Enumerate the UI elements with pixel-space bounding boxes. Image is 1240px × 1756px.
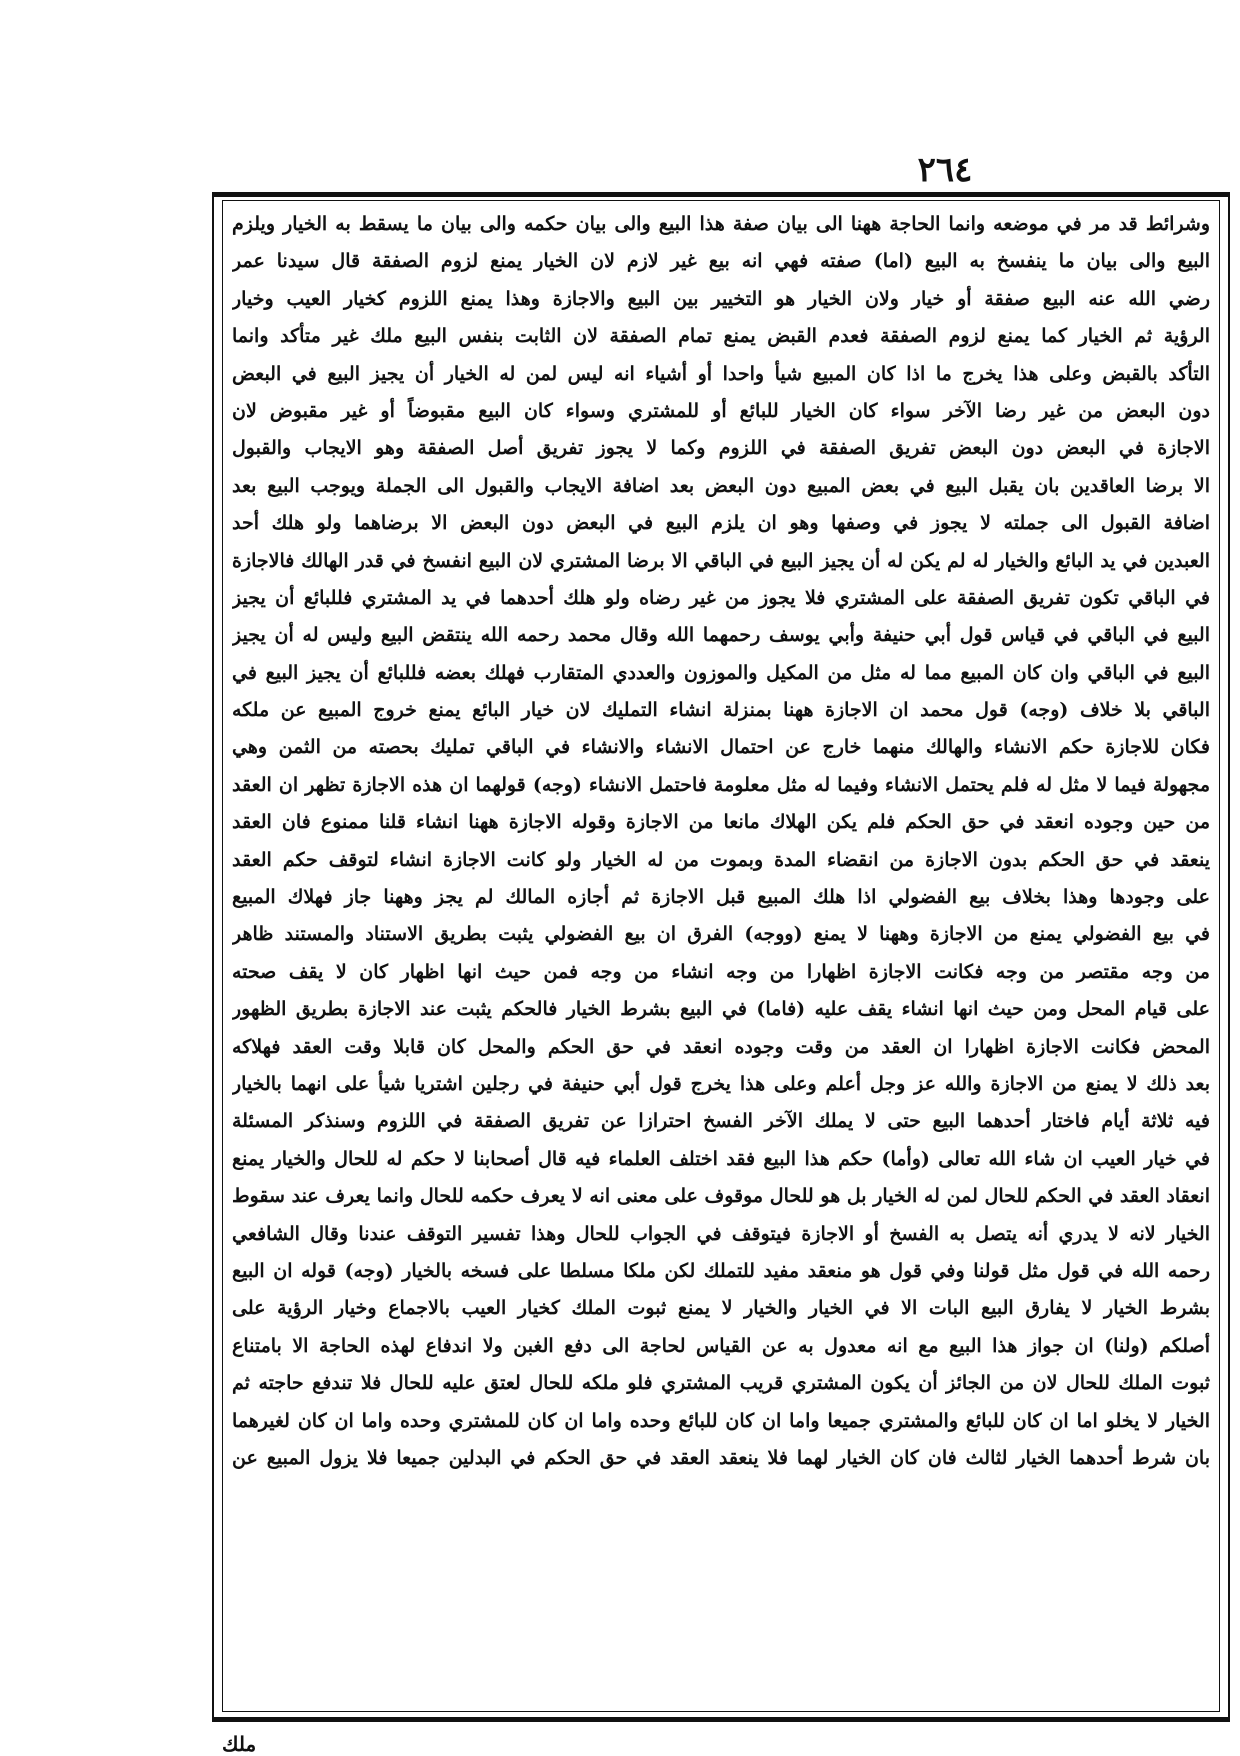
text-block (232, 206, 1210, 1706)
page-number: ٢٦٤ (917, 150, 973, 190)
text-line: فكان للاجازة حكم الانشاء والهالك منهما خارج عن احتمال الانشاء والانشاء في الباقي تمليك بحصته من الثمن وهي (232, 736, 1210, 759)
text-line: الخيار لانه لا يدري أنه يتصل به الفسخ أو الاجازة فيتوقف في الجواب للحال وهذا تفسير التوقف عندنا وقال الشافعي (232, 1222, 1210, 1245)
catchword: ملك (222, 1732, 257, 1756)
text-line: مجهولة فيما لا مثل له فلم يحتمل الانشاء وفيما له مثل معلومة فاحتمل الانشاء (وجه) قولهما ان هذه الاجازة تظهر ان العقد (232, 773, 1210, 796)
text-line: اضافة القبول الى جملته لا يجوز في وصفها وهو ان يلزم البيع في البعض دون البعض الا برضاهما ولو هلك أحد (232, 512, 1210, 535)
text-line: في الباقي تكون تفريق الصفقة على المشتري فلا يجوز من غير رضاه ولو هلك أحدهما في يد المشتري فللبائع أن يجيز (232, 586, 1210, 609)
text-line: البيع في الباقي وان كان المبيع مما له مثل من المكيل والموزون والعددي المتقارب فهلك بعضه فللبائع أن يجيز البيع في (232, 661, 1210, 684)
text-line: في بيع الفضولي يمنع من الاجازة وههنا لا يمنع (ووجه) الفرق ان بيع الفضولي يثبت بطريق الاستناد والمستند ظاهر (232, 923, 1210, 946)
text-line: بشرط الخيار لا يفارق البيع البات الا في الخيار والخيار لا يمنع ثبوت الملك كخيار العيب بالاجماع وخيار الرؤية على (232, 1297, 1210, 1320)
text-line: الرؤية ثم الخيار كما يمنع لزوم الصفقة فعدم القبض يمنع تمام الصفقة لان الثابت بنفس البيع ملك غير متأكد وانما (232, 325, 1210, 348)
text-line: رضي الله عنه البيع صفقة أو خيار ولان الخيار هو التخيير بين البيع والاجازة وهذا يمنع اللزوم كخيار العيب وخيار (232, 287, 1210, 310)
text-line: البيع والى بيان ما ينفسخ به البيع (اما) صفته فهي انه بيع غير لازم لان الخيار يمنع لزوم الصفقة قال سيدنا عمر (232, 250, 1210, 273)
text-line: من وجه مقتصر من وجه فكانت الاجازة اظهارا من وجه انشاء من وجه فمن حيث انها اظهار كان لا يقف صحته (232, 960, 1210, 983)
text-line: بعد ذلك لا يمنع من الاجازة والله عز وجل أعلم وعلى هذا يخرج قول أبي حنيفة في رجلين اشتريا شيأ على انهما بالخيار (232, 1072, 1210, 1095)
text-line: العبدين في يد البائع والخيار له لم يكن له أن يجيز البيع في الباقي الا برضا المشتري لان البيع انفسخ في قدر الهالك فالاجازة (232, 549, 1210, 572)
text-line: على قيام المحل ومن حيث انها انشاء يقف عليه (فاما) في البيع بشرط الخيار فالحكم يثبت عند الاجازة بطريق الظهور (232, 998, 1210, 1021)
text-line: الخيار لا يخلو اما ان كان للبائع والمشتري جميعا واما ان كان للبائع وحده واما ان كان للمشتري وحده واما ان كان لغيرهما (232, 1409, 1210, 1432)
text-line: الاجازة في البعض دون البعض تفريق الصفقة في اللزوم وكما لا يجوز تفريق أصل الصفقة وهو الايجاب والقبول (232, 437, 1210, 460)
text-line: التأكد بالقبض وعلى هذا يخرج ما اذا كان المبيع شيأ واحدا أو أشياء انه ليس لمن له الخيار أن يجيز البيع في البعض (232, 362, 1210, 385)
text-line: الباقي بلا خلاف (وجه) قول محمد ان الاجازة ههنا بمنزلة انشاء التمليك لان خيار البائع يمنع خروج المبيع عن ملكه (232, 699, 1210, 722)
text-line: بان شرط أحدهما الخيار لثالث فان كان الخيار لهما فلا ينعقد العقد في حق الحكم في البدلين جميعا فلا يزول المبيع عن (232, 1446, 1210, 1469)
text-line: الا برضا العاقدين بان يقبل البيع في بعض المبيع دون البعض بعد اضافة الايجاب والقبول الى الجملة ويوجب البيع بعد (232, 474, 1210, 497)
text-line: أصلكم (ولنا) ان جواز هذا البيع مع انه معدول به عن القياس لحاجة الى دفع الغبن ولا اندفاع لهذه الحاجة الا بامتناع (232, 1334, 1210, 1357)
text-line: من حين وجوده انعقد في حق الحكم فلم يكن الهلاك مانعا من الاجازة وقوله الاجازة ههنا انشاء قلنا ممنوع فان العقد (232, 811, 1210, 834)
text-line: على وجودها وهذا بخلاف بيع الفضولي اذا هلك المبيع قبل الاجازة ثم أجازه المالك لم يجز وههنا جاز فهلاك المبيع (232, 886, 1210, 909)
text-line: دون البعض من غير رضا الآخر سواء كان الخيار للبائع أو للمشتري وسواء كان البيع مقبوضاً أو غير مقبوض لان (232, 399, 1210, 422)
text-line: وشرائط قد مر في موضعه وانما الحاجة ههنا الى بيان صفة هذا البيع والى بيان حكمه والى بيان ما يسقط به الخيار ويلزم (232, 213, 1210, 235)
text-line: فيه ثلاثة أيام فاختار أحدهما البيع حتى لا يملك الآخر الفسخ احترازا عن تفريق الصفقة في اللزوم وسنذكر المسئلة (232, 1110, 1210, 1133)
text-line: ثبوت الملك للحال لان من الجائز أن يكون المشتري قريب المشتري فلو ملكه للحال لعتق عليه للحال فلا تندفع حاجته ثم (232, 1372, 1210, 1395)
text-line: المحض فكانت الاجازة اظهارا ان العقد من وقت وجوده انعقد في حق الحكم والمحل كان قابلا وقت العقد فهلاكه (232, 1035, 1210, 1058)
text-line: انعقاد العقد في الحكم للحال لمن له الخيار بل هو للحال موقوف على معنى انه لا يعرف حكمه للحال وانما يعرف عند سقوط (232, 1185, 1210, 1208)
text-line: ينعقد في حق الحكم بدون الاجازة من انقضاء المدة وبموت من له الخيار ولو كانت الاجازة انشاء لتوقف حكم العقد (232, 848, 1210, 871)
text-line: في خيار العيب ان شاء الله تعالى (وأما) حكم هذا البيع فقد اختلف العلماء فيه قال أصحابنا لا حكم له للحال والخيار يمنع (232, 1147, 1210, 1170)
text-line: البيع في الباقي في قياس قول أبي حنيفة وأبي يوسف رحمهما الله وقال محمد رحمه الله ينتقض البيع وليس له أن يجيز (232, 624, 1210, 647)
text-line: رحمه الله في قول مثل قولنا وفي قول هو منعقد مفيد للتملك لكن ملكا مسلطا على فسخه بالخيار (وجه) قوله ان البيع (232, 1259, 1210, 1282)
